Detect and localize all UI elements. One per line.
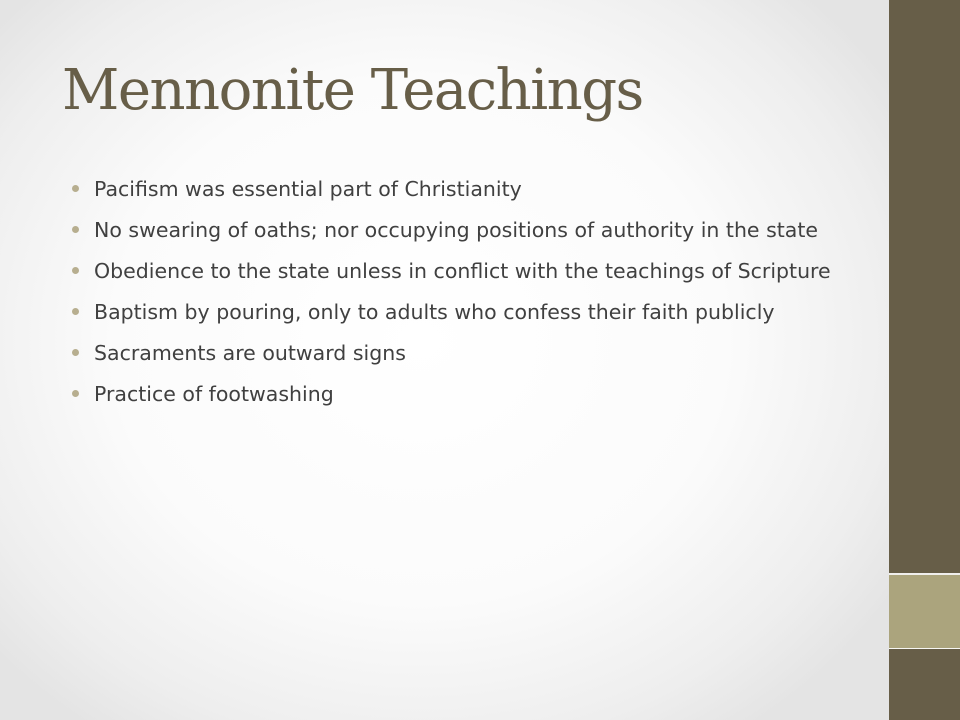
bullet-item [72,297,842,327]
bullet-item [72,256,842,286]
bullet-item [72,379,842,409]
bullet-text: Baptism by pouring, only to adults who confess their faith publicly [94,300,775,324]
bullet-item [72,174,842,204]
decorative-side-band [889,0,960,720]
bullet-text: No swearing of oaths; nor occupying positions of authority in the state [94,218,818,242]
bullet-list [72,174,842,420]
side-band-light-block [889,575,960,649]
bullet-text: Obedience to the state unless in conflict with the teachings of Scripture [94,259,831,283]
bullet-dot-icon [72,267,79,274]
bullet-text: Sacraments are outward signs [94,341,406,365]
side-band-dark-top [889,0,960,575]
side-band-dark-bottom [889,649,960,720]
bullet-item [72,215,842,245]
slide-title: Mennonite Teachings [62,58,643,123]
bullet-text: Practice of footwashing [94,382,334,406]
bullet-dot-icon [72,349,79,356]
bullet-dot-icon [72,226,79,233]
bullet-dot-icon [72,390,79,397]
bullet-item [72,338,842,368]
bullet-dot-icon [72,308,79,315]
bullet-text: Pacifism was essential part of Christianity [94,177,522,201]
bullet-dot-icon [72,185,79,192]
